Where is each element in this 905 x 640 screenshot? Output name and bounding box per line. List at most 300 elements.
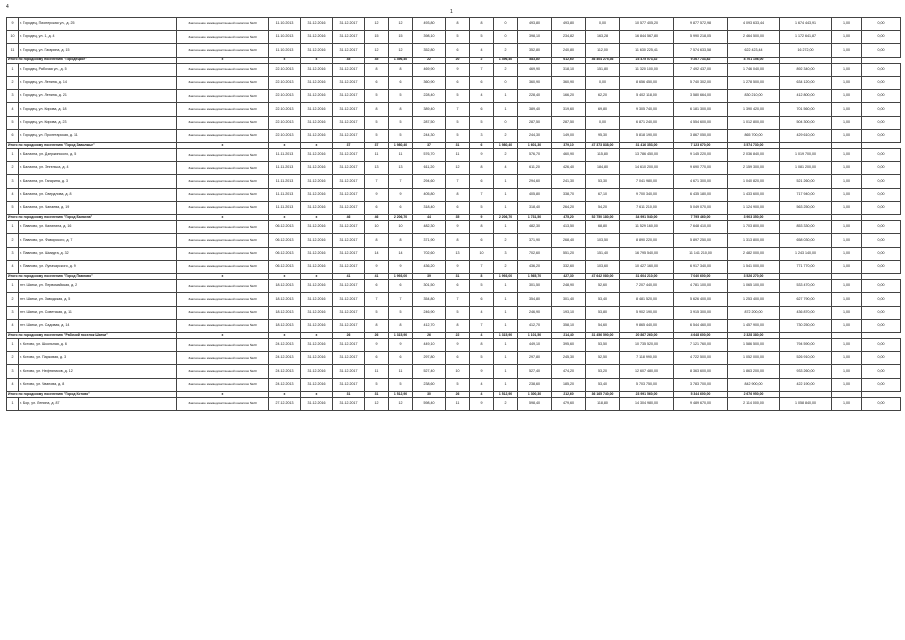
value-cell: 10: [365, 221, 389, 234]
value-cell: 245,30: [552, 352, 586, 365]
value-cell: 115,80: [586, 149, 620, 162]
value-cell: 31.12.2016: [301, 90, 333, 103]
value-cell: 31.12.2017: [333, 18, 365, 31]
value-cell: 118,80: [586, 398, 620, 411]
value-cell: 1,00: [832, 63, 862, 76]
value-cell: 31.12.2016: [301, 365, 333, 378]
value-cell: 0,00: [862, 31, 901, 44]
value-cell: 12: [365, 18, 389, 31]
value-cell: 53,50: [586, 339, 620, 352]
value-cell: 479,60: [552, 398, 586, 411]
value-cell: 354,80: [413, 293, 446, 306]
value-cell: 7 118 990,00: [620, 352, 674, 365]
subtotal-cell: 20 867 260,00: [620, 332, 674, 338]
status-cell: [177, 44, 269, 57]
value-cell: 2: [494, 129, 518, 142]
table-row: [7, 18, 901, 31]
value-cell: 0,00: [586, 116, 620, 129]
value-cell: 10: [7, 31, 19, 44]
address-cell: г. Городец, ул. Кирова, д. 18: [19, 103, 177, 116]
value-cell: 352,80: [518, 44, 552, 57]
subtotal-cell: х: [301, 391, 333, 397]
value-cell: 1: [494, 365, 518, 378]
value-cell: 12: [389, 44, 413, 57]
address-cell: г. Городец, ул. 1, д. 4: [19, 31, 177, 44]
value-cell: 2: [494, 260, 518, 273]
value-cell: 6: [446, 44, 470, 57]
value-cell: 5: [470, 31, 494, 44]
value-cell: 62,20: [586, 90, 620, 103]
value-cell: 1 253 400,00: [728, 293, 780, 306]
value-cell: 151,80: [586, 63, 620, 76]
subtotal-cell: 26: [413, 332, 446, 338]
value-cell: 730 250,00: [780, 319, 832, 332]
subtotal-cell: х: [177, 332, 269, 338]
value-cell: 11: [7, 44, 19, 57]
value-cell: 31.12.2016: [301, 221, 333, 234]
subtotal-cell: 1 101,50: [518, 332, 552, 338]
subtotal-cell: 1 496,40: [494, 57, 518, 63]
value-cell: 398,10: [413, 31, 446, 44]
value-cell: 526 910,00: [780, 352, 832, 365]
subtotal-cell: 46: [333, 215, 365, 221]
value-cell: 53,80: [586, 306, 620, 319]
value-cell: 7: [446, 103, 470, 116]
subtotal-cell: 1 993,00: [494, 273, 518, 279]
value-cell: 11 320 100,00: [620, 63, 674, 76]
value-cell: 4: [7, 378, 19, 391]
table-row: [7, 90, 901, 103]
value-cell: 103,50: [586, 234, 620, 247]
subtotal-cell: 2: [470, 57, 494, 63]
value-cell: 3: [7, 247, 19, 260]
value-cell: 228,40: [413, 90, 446, 103]
value-cell: 0,00: [862, 18, 901, 31]
page-corner-mark: 4: [6, 4, 9, 10]
value-cell: 1: [7, 280, 19, 293]
value-cell: 1: [494, 201, 518, 214]
status-cell: [177, 339, 269, 352]
value-cell: 436,20: [413, 260, 446, 273]
value-cell: 31.12.2016: [301, 18, 333, 31]
value-cell: 576,70: [413, 149, 446, 162]
value-cell: 5: [446, 378, 470, 391]
value-cell: 2 036 840,00: [728, 149, 780, 162]
value-cell: 5 740 302,00: [674, 76, 728, 89]
value-cell: 31.12.2017: [333, 234, 365, 247]
value-cell: 527,40: [413, 365, 446, 378]
status-text: Заключение межведомственной комиссии №20: [188, 323, 257, 328]
value-cell: 319,60: [552, 103, 586, 116]
value-cell: 5: [470, 352, 494, 365]
value-cell: 8: [389, 63, 413, 76]
value-cell: 268,40: [552, 234, 586, 247]
value-cell: 11.11.2013: [269, 149, 301, 162]
subtotal-cell: 46: [365, 215, 389, 221]
value-cell: 5: [446, 129, 470, 142]
status-text: Заключение межведомственной комиссии №20: [188, 192, 257, 197]
value-cell: 31.12.2016: [301, 188, 333, 201]
subtotal-cell: 883,80: [518, 57, 552, 63]
value-cell: 5: [365, 306, 389, 319]
value-cell: 8: [389, 234, 413, 247]
subtotal-cell: 31: [446, 142, 470, 148]
subtotal-cell: 37: [413, 142, 446, 148]
value-cell: 31.12.2016: [301, 280, 333, 293]
value-cell: 301,40: [552, 293, 586, 306]
address-cell: пгт. Шатки, ул. Садовая, д. 14: [19, 319, 177, 332]
value-cell: 1,00: [832, 319, 862, 332]
value-cell: 412,70: [518, 319, 552, 332]
value-cell: 31.12.2017: [333, 280, 365, 293]
status-text: Заключение межведомственной комиссии №20: [188, 355, 257, 360]
value-cell: 10: [389, 221, 413, 234]
value-cell: 31.12.2016: [301, 103, 333, 116]
status-text: Заключение межведомственной комиссии №20: [188, 401, 257, 406]
value-cell: 360,90: [518, 76, 552, 89]
value-cell: 8: [470, 18, 494, 31]
value-cell: 354,80: [518, 293, 552, 306]
value-cell: 533 470,00: [780, 280, 832, 293]
subtotal-cell: 45: [365, 57, 389, 63]
value-cell: 3: [7, 365, 19, 378]
value-cell: 1: [494, 175, 518, 188]
value-cell: 830 210,00: [728, 90, 780, 103]
value-cell: 238,60: [518, 378, 552, 391]
value-cell: 2: [494, 149, 518, 162]
value-cell: 627 790,00: [780, 293, 832, 306]
subtotal-cell: 379,10: [552, 142, 586, 148]
subtotal-cell: 7 795 460,00: [674, 215, 728, 221]
value-cell: 0,00: [862, 63, 901, 76]
table-row: [7, 31, 901, 44]
address-cell: г. Городец, ул. Ленина, д. 21: [19, 90, 177, 103]
subtotal-label: Итого по городскому поселению "Город Заволжье": [7, 142, 177, 148]
subtotal-cell: х: [269, 142, 301, 148]
value-cell: 53,20: [586, 365, 620, 378]
subtotal-cell: 5 344 600,00: [674, 391, 728, 397]
value-cell: 1,00: [832, 162, 862, 175]
value-cell: 11.10.2013: [269, 31, 301, 44]
value-cell: 6 181 300,00: [674, 103, 728, 116]
value-cell: 14: [389, 247, 413, 260]
address-cell: г. Балахна, ул. Свердлова, д. 8: [19, 188, 177, 201]
table-row: [7, 365, 901, 378]
value-cell: 1,00: [832, 188, 862, 201]
address-cell: г. Павлово, ул. Шмидта, д. 32: [19, 247, 177, 260]
value-cell: 5: [446, 306, 470, 319]
value-cell: 0,00: [862, 365, 901, 378]
value-cell: 31.12.2017: [333, 103, 365, 116]
status-text: Заключение межведомственной комиссии №20: [188, 382, 257, 387]
address-cell: г. Балахна, ул. Энгельса, д. 4: [19, 162, 177, 175]
value-cell: 8: [365, 319, 389, 332]
value-cell: 31.12.2016: [301, 234, 333, 247]
subtotal-label: Итого по городскому поселению "Городецкое": [7, 57, 177, 63]
value-cell: 7: [389, 293, 413, 306]
value-cell: 31.12.2017: [333, 162, 365, 175]
value-cell: 8: [389, 319, 413, 332]
value-cell: 24.12.2013: [269, 339, 301, 352]
subtotal-cell: 8: [470, 273, 494, 279]
subtotal-cell: 26: [446, 391, 470, 397]
subtotal-cell: 37: [365, 142, 389, 148]
subtotal-cell: 4 648 600,00: [674, 332, 728, 338]
subtotal-cell: 3 903 350,00: [728, 215, 780, 221]
status-text: Заключение межведомственной комиссии №20: [188, 119, 257, 124]
value-cell: 9: [365, 339, 389, 352]
value-cell: 0,00: [862, 44, 901, 57]
address-cell: г. Кстово, ул. Школьная, д. 6: [19, 339, 177, 352]
subtotal-cell: х: [301, 57, 333, 63]
value-cell: 193,10: [552, 306, 586, 319]
value-cell: 1 124 900,00: [728, 201, 780, 214]
value-cell: 1: [494, 90, 518, 103]
value-cell: 8: [365, 103, 389, 116]
value-cell: 0: [494, 116, 518, 129]
value-cell: 12: [389, 18, 413, 31]
value-cell: 6: [446, 352, 470, 365]
value-cell: 469,90: [413, 63, 446, 76]
value-cell: 6: [365, 201, 389, 214]
value-cell: 634 120,00: [780, 76, 832, 89]
value-cell: 5: [446, 90, 470, 103]
value-cell: 31.12.2016: [301, 201, 333, 214]
value-cell: 4 554 600,00: [674, 116, 728, 129]
value-cell: 1: [494, 293, 518, 306]
status-text: Заключение межведомственной комиссии №20: [188, 205, 257, 210]
value-cell: 0: [494, 31, 518, 44]
value-cell: 1: [494, 280, 518, 293]
value-cell: 9: [446, 221, 470, 234]
value-cell: 9: [470, 149, 494, 162]
value-cell: 469,90: [518, 63, 552, 76]
value-cell: 8: [470, 339, 494, 352]
status-cell: [177, 221, 269, 234]
value-cell: 504 300,00: [780, 116, 832, 129]
value-cell: 9: [470, 398, 494, 411]
subtotal-cell: 2 676 950,00: [728, 391, 780, 397]
value-cell: 31.12.2016: [301, 175, 333, 188]
value-cell: 4 781 100,00: [674, 280, 728, 293]
table-row: [7, 234, 901, 247]
value-cell: 8: [446, 18, 470, 31]
value-cell: 622 423,44: [728, 44, 780, 57]
value-cell: 53,40: [586, 293, 620, 306]
value-cell: 4: [7, 319, 19, 332]
value-cell: 1: [494, 352, 518, 365]
value-cell: 6: [389, 201, 413, 214]
value-cell: 31.12.2016: [301, 116, 333, 129]
address-cell: г. Городец, Пионерская ул., д. 25: [19, 18, 177, 31]
housing-table: [6, 17, 901, 411]
value-cell: 7 492 437,00: [674, 63, 728, 76]
value-cell: 10: [446, 365, 470, 378]
subtotal-cell: 3 574 730,00: [728, 142, 780, 148]
status-text: Заключение межведомственной комиссии №20: [188, 165, 257, 170]
value-cell: 2 464 500,00: [728, 31, 780, 44]
value-cell: 717 940,00: [780, 188, 832, 201]
value-cell: 360,90: [552, 76, 586, 89]
subtotal-cell: 22: [413, 57, 446, 63]
table-row: [7, 221, 901, 234]
value-cell: 1,00: [832, 18, 862, 31]
address-cell: пгт. Шатки, ул. Заводская, д. 5: [19, 293, 177, 306]
value-cell: 352,80: [413, 44, 446, 57]
value-cell: 5: [365, 116, 389, 129]
value-cell: 11 529 160,00: [620, 221, 674, 234]
value-cell: 240,80: [552, 44, 586, 57]
value-cell: 2: [494, 234, 518, 247]
value-cell: 31.12.2016: [301, 247, 333, 260]
address-cell: г. Балахна, ул. Чапаева, д. 19: [19, 201, 177, 214]
value-cell: 8: [365, 234, 389, 247]
value-cell: 14 304 980,00: [620, 398, 674, 411]
value-cell: 1: [494, 306, 518, 319]
status-cell: [177, 293, 269, 306]
address-cell: г. Бор, ул. Ленина, д. 87: [19, 398, 177, 411]
value-cell: 0,00: [862, 175, 901, 188]
value-cell: 389,40: [413, 103, 446, 116]
value-cell: 1 065 100,00: [728, 280, 780, 293]
value-cell: 422 190,00: [780, 378, 832, 391]
table-row: [7, 247, 901, 260]
table-row: [7, 352, 901, 365]
value-cell: 31.12.2016: [301, 162, 333, 175]
value-cell: 8: [446, 234, 470, 247]
status-cell: [177, 280, 269, 293]
value-cell: 7: [470, 319, 494, 332]
value-cell: 5: [7, 116, 19, 129]
value-cell: 0: [494, 18, 518, 31]
value-cell: 318,40: [413, 201, 446, 214]
value-cell: 22.10.2013: [269, 103, 301, 116]
value-cell: 5: [389, 129, 413, 142]
subtotal-cell: 6: [470, 142, 494, 148]
value-cell: 1,00: [832, 378, 862, 391]
value-cell: 0,00: [862, 280, 901, 293]
subtotal-cell: 1 565,70: [518, 273, 552, 279]
subtotal-cell: 475,20: [552, 215, 586, 221]
value-cell: 1 243 140,00: [780, 247, 832, 260]
status-text: Заключение межведомственной комиссии №20: [188, 21, 257, 26]
subtotal-cell: 39: [413, 273, 446, 279]
address-cell: г. Городец, Рабочая ул., д. 5: [19, 63, 177, 76]
value-cell: 13: [389, 162, 413, 175]
subtotal-cell: 1 980,40: [389, 142, 413, 148]
value-cell: 9 700 340,00: [620, 188, 674, 201]
subtotal-cell: 7 123 670,00: [674, 142, 728, 148]
value-cell: 482,30: [413, 221, 446, 234]
value-cell: 16 795 540,00: [620, 247, 674, 260]
value-cell: 2: [7, 76, 19, 89]
value-cell: 24.12.2013: [269, 378, 301, 391]
value-cell: 31.12.2016: [301, 293, 333, 306]
value-cell: 5 049 070,00: [674, 201, 728, 214]
subtotal-cell: 31 416 353,00: [620, 142, 674, 148]
value-cell: 1,00: [832, 44, 862, 57]
value-cell: 6: [470, 175, 494, 188]
value-cell: 2: [494, 398, 518, 411]
value-cell: 11: [365, 149, 389, 162]
subtotal-cell: 7 040 600,00: [674, 273, 728, 279]
address-cell: г. Городец, ул. Гагарина, д. 15: [19, 44, 177, 57]
value-cell: 241,30: [552, 175, 586, 188]
value-cell: 0,00: [862, 378, 901, 391]
value-cell: 5: [470, 280, 494, 293]
subtotal-cell: 41: [365, 273, 389, 279]
table-row: [7, 103, 901, 116]
subtotal-cell: х: [301, 273, 333, 279]
value-cell: 1 746 040,00: [728, 63, 780, 76]
value-cell: 31.12.2017: [333, 188, 365, 201]
value-cell: 1,00: [832, 260, 862, 273]
value-cell: 4: [470, 378, 494, 391]
value-cell: 297,80: [413, 352, 446, 365]
value-cell: 1: [494, 339, 518, 352]
value-cell: 301,50: [413, 280, 446, 293]
subtotal-label: Итого по городскому поселению "Город Кстово": [7, 391, 177, 397]
value-cell: 7 574 633,58: [674, 44, 728, 57]
value-cell: 16 844 567,80: [620, 31, 674, 44]
status-text: Заключение межведомственной комиссии №20: [188, 178, 257, 183]
status-text: Заключение межведомственной комиссии №20: [188, 309, 257, 314]
value-cell: 371,90: [518, 234, 552, 247]
value-cell: 3: [494, 247, 518, 260]
value-cell: 5: [446, 31, 470, 44]
value-cell: 8: [470, 221, 494, 234]
value-cell: 6: [470, 234, 494, 247]
value-cell: 31.12.2017: [333, 247, 365, 260]
value-cell: 246,90: [413, 306, 446, 319]
status-cell: [177, 234, 269, 247]
value-cell: 6: [446, 201, 470, 214]
value-cell: 7 041 980,00: [620, 175, 674, 188]
value-cell: 31.12.2017: [333, 319, 365, 332]
value-cell: 31.12.2017: [333, 398, 365, 411]
value-cell: 1,00: [832, 280, 862, 293]
value-cell: 7: [446, 293, 470, 306]
table-row: [7, 398, 901, 411]
value-cell: 24.12.2013: [269, 352, 301, 365]
value-cell: 11 141 210,00: [674, 247, 728, 260]
value-cell: 31.12.2016: [301, 306, 333, 319]
value-cell: 5 902 190,00: [620, 306, 674, 319]
subtotal-label: Итого по городскому поселению "Рабочий поселок Шатки": [7, 332, 177, 338]
value-cell: 1: [7, 221, 19, 234]
value-cell: 2: [7, 352, 19, 365]
value-cell: 31.12.2016: [301, 76, 333, 89]
value-cell: 31.12.2017: [333, 352, 365, 365]
status-text: Заключение межведомственной комиссии №20: [188, 106, 257, 111]
value-cell: 5: [365, 129, 389, 142]
subtotal-cell: 23 475 073,32: [620, 57, 674, 63]
value-cell: 493,80: [552, 18, 586, 31]
subtotal-cell: 1 993,00: [389, 273, 413, 279]
value-cell: 06.12.2013: [269, 234, 301, 247]
subtotal-cell: 46 404 275,36: [586, 57, 620, 63]
value-cell: 1 172 641,87: [780, 31, 832, 44]
table-row: [7, 63, 901, 76]
value-cell: 31.12.2016: [301, 352, 333, 365]
value-cell: 31.12.2016: [301, 44, 333, 57]
value-cell: 426,40: [552, 162, 586, 175]
value-cell: 3 915 300,00: [674, 306, 728, 319]
address-cell: г. Городец, ул. Ленина, д. 14: [19, 76, 177, 89]
subtotal-cell: 612,60: [552, 57, 586, 63]
value-cell: 7: [446, 175, 470, 188]
table-row: [7, 76, 901, 89]
